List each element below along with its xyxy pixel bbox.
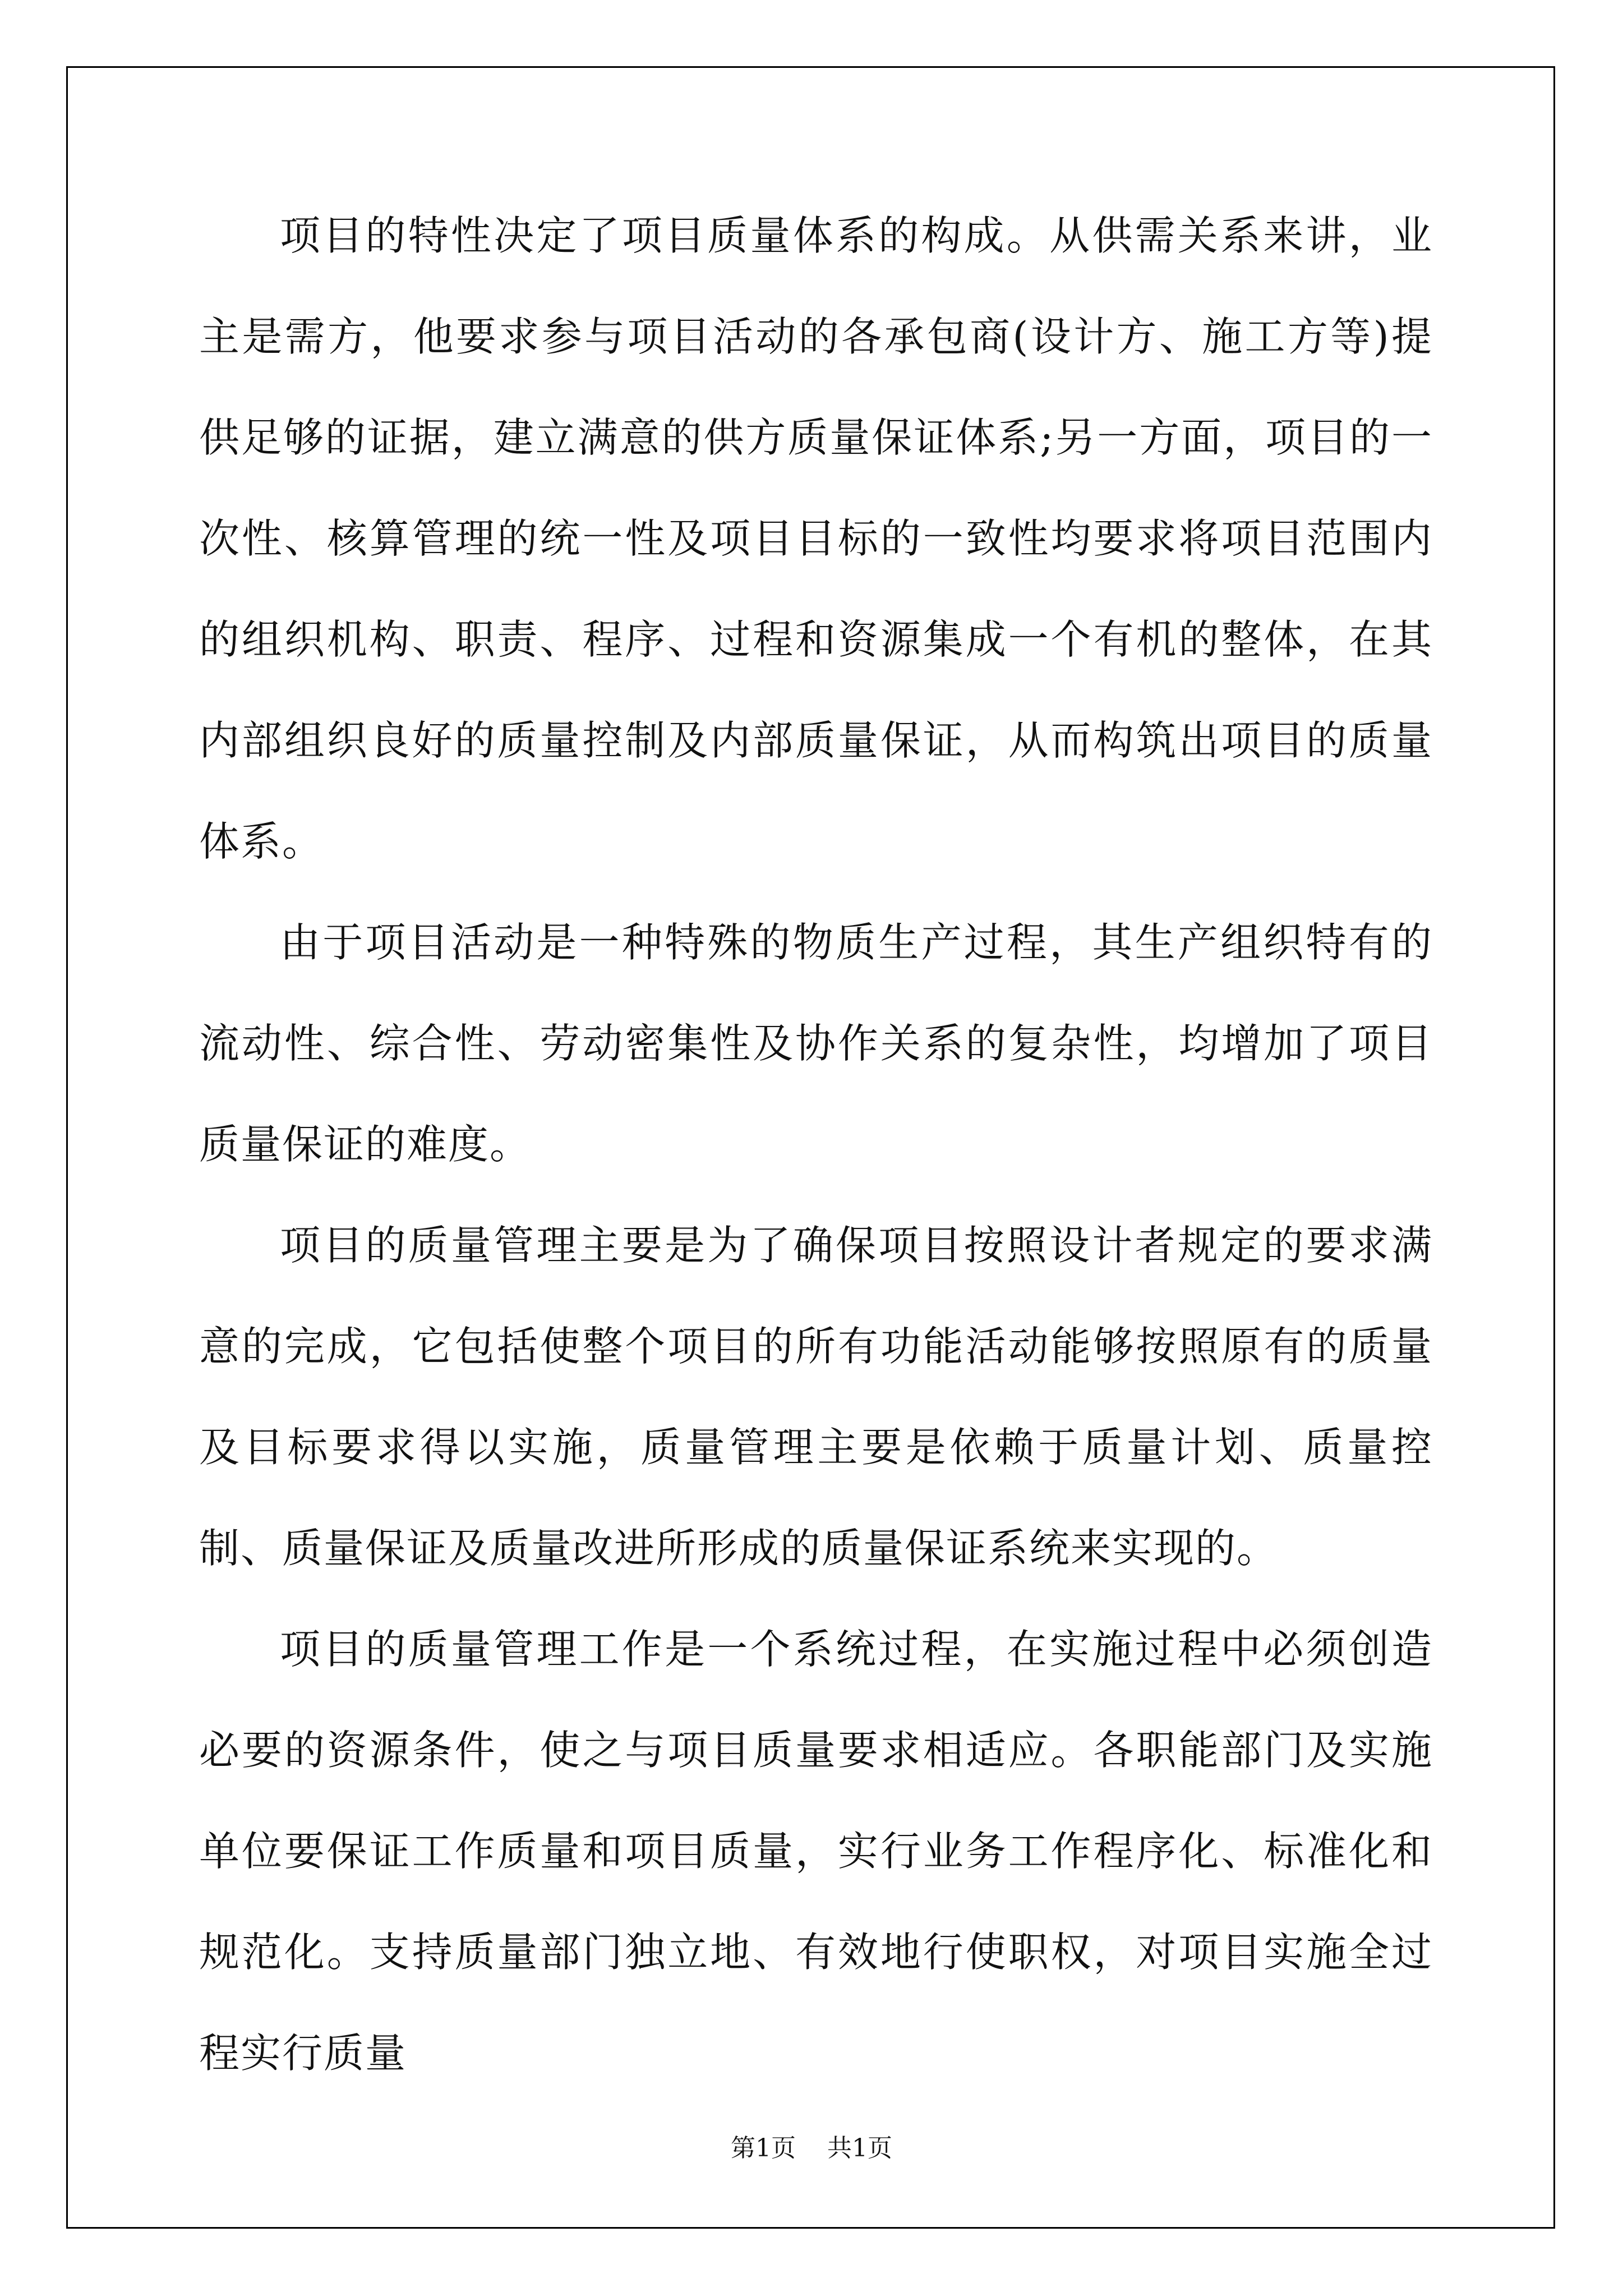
document-body <box>199 185 1433 2104</box>
paragraph-4: 项目的质量管理工作是一个系统过程，在实施过程中必须创造必要的资源条件，使之与项目质量要求相适应。各职能部门及实施单位要保证工作质量和项目质量，实行业务工作程序化、标准化和规范化。支持质量部门独立地、有效地行使职权，对项目实施全过程实行质量 <box>199 1626 1433 2077</box>
page-number: 第1页 <box>731 2134 796 2162</box>
page-total: 共1页 <box>827 2134 892 2162</box>
page-footer <box>0 2128 1623 2164</box>
paragraph-2: 由于项目活动是一种特殊的物质生产过程，其生产组织特有的流动性、综合性、劳动密集性及协作关系的复杂性，均增加了项目质量保证的难度。 <box>199 919 1433 1168</box>
paragraph-1: 项目的特性决定了项目质量体系的构成。从供需关系来讲，业主是需方，他要求参与项目活动的各承包商(设计方、施工方等)提供足够的证据，建立满意的供方质量保证体系;另一方面，项目的一次性、核算管理的统一性及项目目标的一致性均要求将项目范围内的组织机构、职责、程序、过程和资源集成一个有机的整体，在其内部组织良好的质量控制及内部质量保证，从而构筑出项目的质量体系。 <box>199 212 1433 865</box>
paragraph-3: 项目的质量管理主要是为了确保项目按照设计者规定的要求满意的完成，它包括使整个项目的所有功能活动能够按照原有的质量及目标要求得以实施，质量管理主要是依赖于质量计划、质量控制、质量保证及质量改进所形成的质量保证系统来实现的。 <box>199 1222 1433 1572</box>
